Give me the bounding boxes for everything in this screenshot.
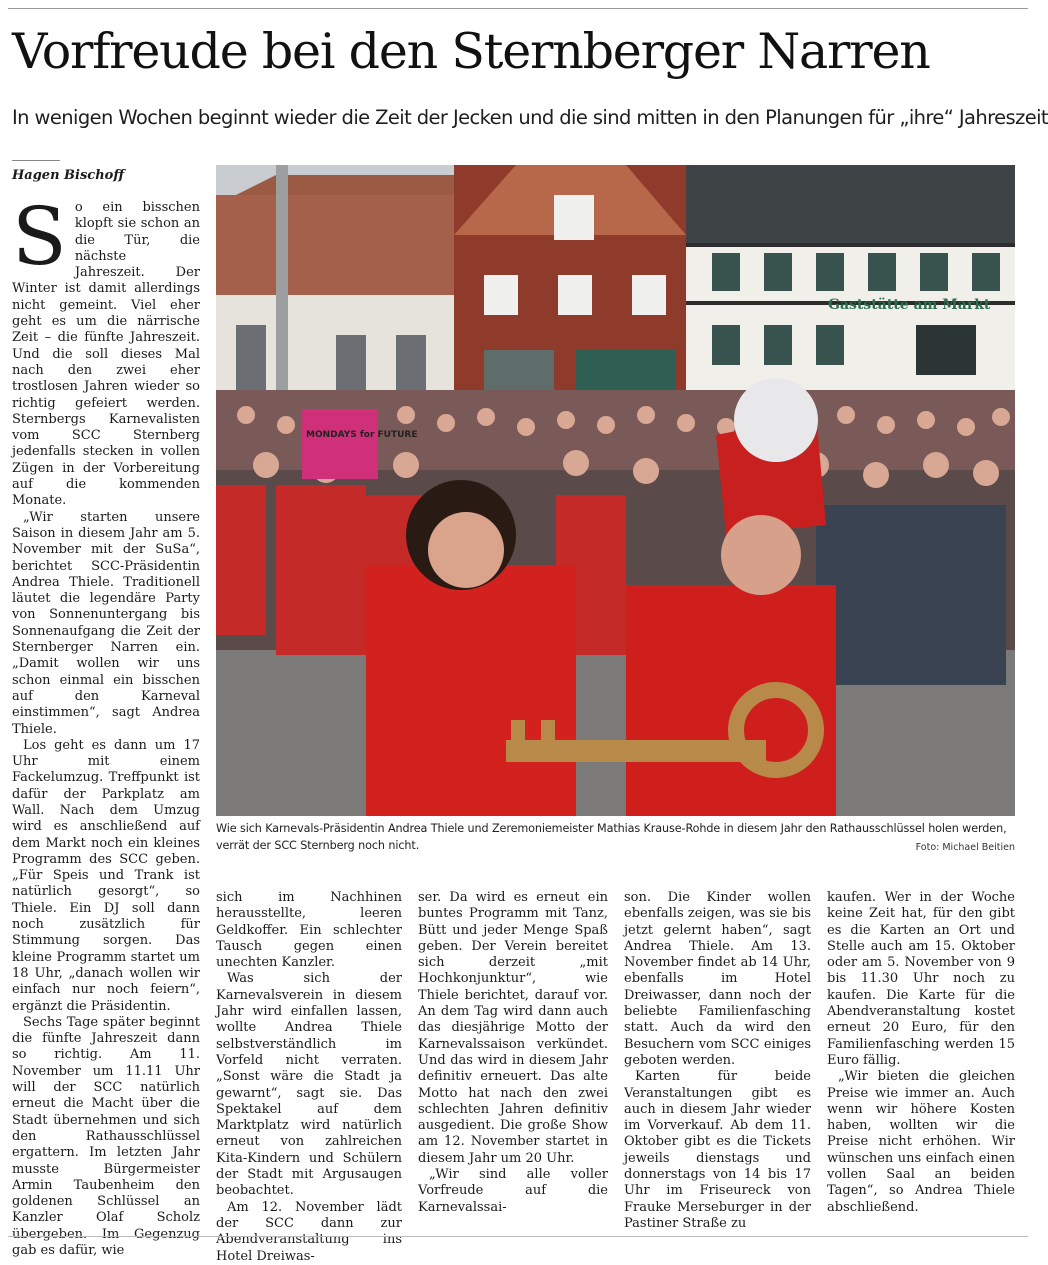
paragraph-5: sich im Nachhinen herausstellte, leeren Geldkoffer. Ein schlechter Tausch gegen einen unechten Kanzler.: [216, 890, 402, 971]
drop-cap: S: [12, 190, 67, 283]
paragraph-3: Los geht es dann um 17 Uhr mit einem Fackelumzug. Treffpunkt ist dafür der Parkplatz am Wall. Nach dem Umzug wird es anschließend auf dem Markt noch ein kleines Programm des SCC geben. „Für Speis und Trank ist natürlich gesorgt“, so Thiele. Ein DJ soll dann noch zusätzlich für Stimmung sorgen. Das kleine Programm startet um 18 Uhr, „danach wollen wir einfach nur noch feiern“, ergänzt die Präsidentin.: [12, 737, 200, 1014]
paragraph-2: „Wir starten unsere Saison in diesem Jahr am 5. November mit der SuSa“, berichtet SCC-Präsidentin Andrea Thiele. Traditionell läutet die legendäre Party von Sonnenuntergang bis Sonnenaufgang die Zeit der Sternberger Narren ein. „Damit wollen wir uns schon einmal ein bisschen auf den Karneval einstimmen“, sagt Andrea Thiele.: [12, 509, 200, 737]
paragraph-9: „Wir sind alle voller Vorfreude auf die Karnevalssai-: [418, 1167, 608, 1215]
photo-credit: Foto: Michael Beitien: [915, 842, 1015, 853]
paragraph-11: Karten für beide Veranstaltungen gibt es auch in diesem Jahr wieder im Vorverkauf. Ab dem 11. Oktober gibt es die Tickets jeweils dienstags und donnerstags von 14 bis 17 Uhr im Friseureck von Frauke Merseburger in der Pastiner Straße zu: [624, 1069, 811, 1231]
protest-sign: MONDAYS for FUTURE: [306, 430, 418, 440]
photo-illustration: [216, 165, 1015, 816]
bottom-rule: [8, 1236, 1028, 1237]
article-column-3: [418, 890, 608, 1230]
gasthaus-sign: Gaststätte am Markt: [828, 297, 991, 313]
subheadline: In wenigen Wochen beginnt wieder die Zeit der Jecken und die sind mitten in den Planungen für „ihre“ Jahreszeit: [12, 106, 1048, 129]
paragraph-10: son. Die Kinder wollen ebenfalls zeigen, was sie bis jetzt gelernt haben“, sagt Andrea Thiele. Am 13. November findet ab 14 Uhr, ebenfalls im Hotel Dreiwasser, dann noch der beliebte Familienfasching statt. Auch da wird den Besuchern vom SCC einiges geboten werden.: [624, 890, 811, 1068]
article-photo: [216, 165, 1015, 816]
paragraph-7: Am 12. November lädt der SCC dann zur Abendveranstaltung ins Hotel Dreiwas-: [216, 1199, 402, 1264]
author-byline: Hagen Bischoff: [12, 168, 125, 183]
paragraph-13: „Wir bieten die gleichen Preise wie immer an. Auch wenn wir höhere Kosten haben, wollten wir die Preise nicht erhöhen. Wir wünschen uns einfach einen vollen Saal an beiden Tagen“, so Andrea Thiele abschließend.: [827, 1069, 1015, 1215]
author-rule: [12, 160, 60, 161]
paragraph-12: kaufen. Wer in der Woche keine Zeit hat, für den gibt es die Karten an Ort und Stelle auch am 15. Oktober oder am 5. November von 9 bis 11.30 Uhr noch zu kaufen. Die Karte für die Abendveranstaltung kostet erneut 20 Euro, für den Familienfasching werden 15 Euro fällig.: [827, 890, 1015, 1068]
article-column-5: [827, 890, 1015, 1230]
article-column-2: [216, 890, 402, 1264]
paragraph-6: Was sich der Karnevalsverein in diesem Jahr wird einfallen lassen, wollte Andrea Thiele selbstverständlich im Vorfeld nicht verraten. „Sonst wäre die Stadt ja gewarnt“, sagt sie. Das Spektakel auf dem Marktplatz wird natürlich erneut von zahlreichen Kita-Kindern und Schülern der Stadt mit Argusaugen beobachtet.: [216, 971, 402, 1199]
paragraph-1-text: o ein bisschen klopft sie schon an die Tür, die nächste Jahreszeit. Der Winter ist damit allerdings nicht gemeint. Viel eher geht es um die närrische Zeit – die fünfte Jahreszeit. Und die soll dieses Mal nach den zwei eher trostlosen Jahren wieder so richtig gefeiert werden. Sternbergs Karnevalisten vom SCC Sternberg jedenfalls stecken in vollen Zügen in der Vorbereitung auf die kommenden Monate.: [12, 200, 200, 509]
article-column-1: [12, 190, 200, 1258]
paragraph-4: Sechs Tage später beginnt die fünfte Jahreszeit dann so richtig. Am 11. November um 11.11 Uhr will der SCC natürlich erneut die Macht über die Stadt übernehmen und sich den Rathausschlüssel ergattern. Im letzten Jahr musste Bürgermeister Armin Taubenheim den goldenen Schlüssel an Kanzler Olaf Scholz übergeben. Im Gegenzug gab es dafür, wie: [12, 1014, 200, 1258]
headline: Vorfreude bei den Sternberger Narren: [12, 23, 930, 80]
article-column-4: [624, 890, 811, 1230]
top-rule: [8, 8, 1028, 9]
paragraph-1: [12, 190, 200, 510]
photo-caption: Wie sich Karnevals-Präsidentin Andrea Thiele und Zeremoniemeister Mathias Krause-Rohde in diesem Jahr den Rathausschlüssel holen werden, verrät der SCC Sternberg noch nicht.: [216, 822, 1007, 852]
paragraph-8: ser. Da wird es erneut ein buntes Programm mit Tanz, Bütt und jeder Menge Spaß geben. Der Verein bereitet sich derzeit „mit Hochkonjunktur“, wie Thiele berichtet, darauf vor. An dem Tag wird dann auch das diesjährige Motto der Karnevalssaison verkündet. Und das wird in diesem Jahr definitiv erneuert. Das alte Motto hat nach den zwei schlechten Jahren definitiv ausgedient. Die große Show am 12. November startet in diesem Jahr um 20 Uhr.: [418, 890, 608, 1166]
